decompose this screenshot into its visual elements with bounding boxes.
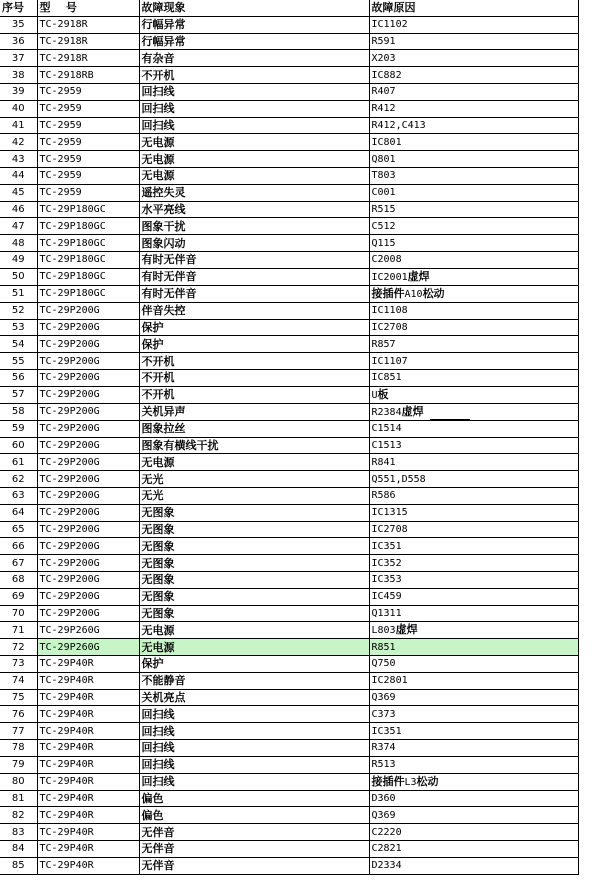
symptom-cell[interactable]: 无电源 [139, 639, 369, 656]
cause-part: R2384 [371, 406, 402, 418]
symptom-cell[interactable]: 水平亮线 [139, 201, 369, 218]
cause-note: 板 [377, 387, 389, 401]
cause-cell[interactable]: R857 [369, 336, 578, 353]
row-index-cell[interactable]: 80 [0, 773, 37, 790]
cause-cell[interactable] [369, 773, 578, 790]
symptom-cell[interactable]: 回扫线 [139, 756, 369, 773]
symptom-cell[interactable]: 偏色 [139, 807, 369, 824]
symptom-cell[interactable]: 无光 [139, 471, 369, 488]
symptom-cell[interactable]: 无电源 [139, 454, 369, 471]
cause-cell[interactable]: X203 [369, 50, 578, 67]
model-cell[interactable]: TC-29P180GC [37, 285, 139, 302]
table-row [0, 571, 578, 588]
cause-part: A10 [404, 288, 423, 300]
table-row [0, 285, 578, 302]
cause-cell[interactable]: Q369 [369, 807, 578, 824]
symptom-cell[interactable]: 行幅异常 [139, 33, 369, 50]
model-cell[interactable]: TC-2959 [37, 117, 139, 134]
cause-cell[interactable]: IC1108 [369, 302, 578, 319]
row-index-cell[interactable]: 36 [0, 33, 37, 50]
model-cell[interactable]: TC-29P200G [37, 555, 139, 572]
table-row [0, 689, 578, 706]
model-cell[interactable]: TC-29P40R [37, 807, 139, 824]
table-row [0, 706, 578, 723]
model-cell[interactable]: TC-29P40R [37, 723, 139, 740]
model-cell[interactable]: TC-29P200G [37, 369, 139, 386]
model-cell[interactable]: TC-29P200G [37, 471, 139, 488]
row-index-cell[interactable]: 43 [0, 151, 37, 168]
cause-part: U [371, 389, 378, 401]
row-index-cell[interactable]: 73 [0, 656, 37, 673]
model-cell[interactable]: TC-29P200G [37, 386, 139, 403]
header-model[interactable]: 型 号 [37, 0, 139, 16]
model-cell[interactable]: TC-29P40R [37, 773, 139, 790]
model-cell[interactable]: TC-2959 [37, 83, 139, 100]
table-row [0, 841, 578, 858]
cause-cell[interactable]: IC351 [369, 723, 578, 740]
symptom-cell[interactable]: 图象干扰 [139, 218, 369, 235]
cause-cell[interactable]: IC851 [369, 369, 578, 386]
model-cell[interactable]: TC-2959 [37, 184, 139, 201]
symptom-cell[interactable]: 无图象 [139, 588, 369, 605]
row-index-cell[interactable]: 60 [0, 437, 37, 454]
symptom-cell[interactable]: 回扫线 [139, 83, 369, 100]
table-row [0, 33, 578, 50]
cause-cell[interactable] [369, 285, 578, 302]
row-index-cell[interactable]: 42 [0, 134, 37, 151]
row-index-cell[interactable]: 40 [0, 100, 37, 117]
symptom-cell[interactable]: 无电源 [139, 151, 369, 168]
table-row [0, 790, 578, 807]
table-row [0, 639, 578, 656]
table-row [0, 504, 578, 521]
model-cell[interactable]: TC-29P180GC [37, 218, 139, 235]
cause-note: 松动 [416, 774, 439, 788]
blank-line [430, 409, 470, 420]
table-row [0, 622, 578, 639]
table-row [0, 386, 578, 403]
table-row [0, 268, 578, 285]
table-row [0, 151, 578, 168]
model-cell[interactable]: TC-29P200G [37, 403, 139, 420]
cause-cell[interactable]: IC2801 [369, 672, 578, 689]
row-index-cell[interactable]: 44 [0, 167, 37, 184]
table-row [0, 235, 578, 252]
table-row [0, 824, 578, 841]
table-row [0, 756, 578, 773]
cause-note: 松动 [422, 286, 445, 300]
model-cell[interactable]: TC-29P40R [37, 706, 139, 723]
table-row [0, 857, 578, 874]
cause-cell[interactable]: R515 [369, 201, 578, 218]
table-row [0, 487, 578, 504]
table-row [0, 773, 578, 790]
model-cell[interactable]: TC-29P200G [37, 336, 139, 353]
model-cell[interactable]: TC-29P40R [37, 656, 139, 673]
model-cell[interactable]: TC-29P200G [37, 588, 139, 605]
table-row [0, 201, 578, 218]
model-cell[interactable]: TC-29P180GC [37, 251, 139, 268]
cause-cell[interactable] [369, 622, 578, 639]
model-cell[interactable]: TC-29P200G [37, 571, 139, 588]
row-index-cell[interactable]: 81 [0, 790, 37, 807]
model-cell[interactable]: TC-29P40R [37, 689, 139, 706]
row-index-cell[interactable]: 72 [0, 639, 37, 656]
cause-cell[interactable]: R407 [369, 83, 578, 100]
cause-cell[interactable]: R374 [369, 740, 578, 757]
row-index-cell[interactable]: 75 [0, 689, 37, 706]
model-cell[interactable]: TC-29P260G [37, 639, 139, 656]
table-row [0, 319, 578, 336]
cause-cell[interactable]: Q750 [369, 656, 578, 673]
symptom-cell[interactable]: 保护 [139, 336, 369, 353]
row-index-cell[interactable]: 45 [0, 184, 37, 201]
cause-cell[interactable]: IC2708 [369, 521, 578, 538]
cause-cell[interactable]: C001 [369, 184, 578, 201]
row-index-cell[interactable]: 67 [0, 555, 37, 572]
symptom-cell[interactable]: 无图象 [139, 605, 369, 622]
symptom-cell[interactable]: 有时无伴音 [139, 285, 369, 302]
row-index-cell[interactable]: 49 [0, 251, 37, 268]
cause-cell[interactable]: IC1102 [369, 16, 578, 33]
cause-note: 接插件 [371, 774, 405, 788]
table-row [0, 134, 578, 151]
cause-cell[interactable]: IC2708 [369, 319, 578, 336]
cause-cell[interactable]: D360 [369, 790, 578, 807]
symptom-cell[interactable]: 有杂音 [139, 50, 369, 67]
cause-cell[interactable]: R591 [369, 33, 578, 50]
model-cell[interactable]: TC-29P200G [37, 420, 139, 437]
symptom-cell[interactable]: 行幅异常 [139, 16, 369, 33]
symptom-cell[interactable]: 不开机 [139, 67, 369, 84]
table-row [0, 807, 578, 824]
cause-cell[interactable] [369, 403, 578, 420]
model-cell[interactable]: TC-29P40R [37, 740, 139, 757]
symptom-cell[interactable]: 无伴音 [139, 857, 369, 874]
row-index-cell[interactable]: 61 [0, 454, 37, 471]
cause-cell[interactable]: R412,C413 [369, 117, 578, 134]
table-row [0, 538, 578, 555]
model-cell[interactable]: TC-29P200G [37, 538, 139, 555]
row-index-cell[interactable]: 39 [0, 83, 37, 100]
model-cell[interactable]: TC-2959 [37, 151, 139, 168]
model-cell[interactable]: TC-29P200G [37, 437, 139, 454]
row-index-cell[interactable]: 74 [0, 672, 37, 689]
symptom-cell[interactable]: 偏色 [139, 790, 369, 807]
table-row [0, 353, 578, 370]
row-index-cell[interactable]: 55 [0, 353, 37, 370]
table-row [0, 420, 578, 437]
cause-cell[interactable] [369, 386, 578, 403]
table-row [0, 218, 578, 235]
table-body [0, 16, 578, 874]
cause-cell[interactable]: R841 [369, 454, 578, 471]
symptom-cell[interactable]: 无伴音 [139, 841, 369, 858]
row-index-cell[interactable]: 71 [0, 622, 37, 639]
cause-cell[interactable]: C1514 [369, 420, 578, 437]
table-row [0, 336, 578, 353]
table-row [0, 471, 578, 488]
row-index-cell[interactable]: 65 [0, 521, 37, 538]
cause-cell[interactable]: C1513 [369, 437, 578, 454]
model-cell[interactable]: TC-29P180GC [37, 268, 139, 285]
cause-part: IC2001 [371, 271, 408, 283]
row-index-cell[interactable]: 53 [0, 319, 37, 336]
symptom-cell[interactable]: 无图象 [139, 555, 369, 572]
model-cell[interactable]: TC-29P40R [37, 790, 139, 807]
cause-cell[interactable]: C373 [369, 706, 578, 723]
table-row [0, 588, 578, 605]
model-cell[interactable]: TC-29P200G [37, 353, 139, 370]
cause-cell[interactable]: IC459 [369, 588, 578, 605]
model-cell[interactable]: TC-29P40R [37, 672, 139, 689]
symptom-cell[interactable]: 有时无伴音 [139, 251, 369, 268]
cause-cell[interactable]: C2008 [369, 251, 578, 268]
row-index-cell[interactable]: 57 [0, 386, 37, 403]
symptom-cell[interactable]: 无电源 [139, 134, 369, 151]
model-cell[interactable]: TC-29P180GC [37, 235, 139, 252]
symptom-cell[interactable]: 保护 [139, 656, 369, 673]
symptom-cell[interactable]: 图象闪动 [139, 235, 369, 252]
cause-note: 虚焊 [395, 623, 418, 637]
table-row [0, 117, 578, 134]
row-index-cell[interactable]: 70 [0, 605, 37, 622]
symptom-cell[interactable]: 图象拉丝 [139, 420, 369, 437]
symptom-cell[interactable]: 不能静音 [139, 672, 369, 689]
cause-cell[interactable]: T803 [369, 167, 578, 184]
row-index-cell[interactable]: 82 [0, 807, 37, 824]
table-row [0, 167, 578, 184]
table-row [0, 251, 578, 268]
row-index-cell[interactable]: 47 [0, 218, 37, 235]
cause-cell[interactable]: Q115 [369, 235, 578, 252]
table-row [0, 16, 578, 33]
row-index-cell[interactable]: 52 [0, 302, 37, 319]
table-row [0, 437, 578, 454]
row-index-cell[interactable]: 83 [0, 824, 37, 841]
model-cell[interactable]: TC-2918R [37, 33, 139, 50]
cause-cell[interactable]: R412 [369, 100, 578, 117]
symptom-cell[interactable]: 回扫线 [139, 100, 369, 117]
model-cell[interactable]: TC-29P40R [37, 824, 139, 841]
symptom-cell[interactable]: 无伴音 [139, 824, 369, 841]
cause-cell[interactable]: Q801 [369, 151, 578, 168]
model-cell[interactable]: TC-29P200G [37, 454, 139, 471]
row-index-cell[interactable]: 68 [0, 571, 37, 588]
row-index-cell[interactable]: 48 [0, 235, 37, 252]
cause-cell[interactable]: Q369 [369, 689, 578, 706]
cause-note: 虚焊 [401, 404, 424, 418]
cause-cell[interactable] [369, 268, 578, 285]
cause-cell[interactable]: IC351 [369, 538, 578, 555]
table-row [0, 50, 578, 67]
cause-note: 接插件 [371, 286, 405, 300]
row-index-cell[interactable]: 38 [0, 67, 37, 84]
table-row [0, 605, 578, 622]
row-index-cell[interactable]: 46 [0, 201, 37, 218]
cause-cell[interactable]: R586 [369, 487, 578, 504]
symptom-cell[interactable]: 关机异声 [139, 403, 369, 420]
symptom-cell[interactable]: 回扫线 [139, 117, 369, 134]
symptom-cell[interactable]: 回扫线 [139, 723, 369, 740]
model-cell[interactable]: TC-2959 [37, 100, 139, 117]
cause-cell[interactable]: C2821 [369, 841, 578, 858]
model-cell[interactable]: TC-29P200G [37, 504, 139, 521]
cause-cell[interactable]: D2334 [369, 857, 578, 874]
symptom-cell[interactable]: 保护 [139, 319, 369, 336]
model-cell[interactable]: TC-29P200G [37, 605, 139, 622]
table-row [0, 555, 578, 572]
cause-cell[interactable]: IC1315 [369, 504, 578, 521]
symptom-cell[interactable]: 回扫线 [139, 706, 369, 723]
header-row [0, 0, 578, 16]
model-cell[interactable]: TC-29P200G [37, 487, 139, 504]
symptom-cell[interactable]: 回扫线 [139, 740, 369, 757]
header-symptom[interactable]: 故障现象 [139, 0, 369, 16]
table-row [0, 672, 578, 689]
row-index-cell[interactable]: 62 [0, 471, 37, 488]
row-index-cell[interactable]: 51 [0, 285, 37, 302]
row-index-cell[interactable]: 64 [0, 504, 37, 521]
row-index-cell[interactable]: 66 [0, 538, 37, 555]
table-row [0, 656, 578, 673]
row-index-cell[interactable]: 50 [0, 268, 37, 285]
model-cell[interactable]: TC-29P200G [37, 521, 139, 538]
model-cell[interactable]: TC-2918RB [37, 67, 139, 84]
model-cell[interactable]: TC-29P200G [37, 302, 139, 319]
row-index-cell[interactable]: 56 [0, 369, 37, 386]
symptom-cell[interactable]: 不开机 [139, 353, 369, 370]
symptom-cell[interactable]: 回扫线 [139, 773, 369, 790]
model-cell[interactable]: TC-29P200G [37, 319, 139, 336]
cause-cell[interactable]: IC801 [369, 134, 578, 151]
table-row [0, 740, 578, 757]
symptom-cell[interactable]: 无图象 [139, 521, 369, 538]
row-index-cell[interactable]: 41 [0, 117, 37, 134]
table-row [0, 454, 578, 471]
symptom-cell[interactable]: 关机亮点 [139, 689, 369, 706]
model-cell[interactable]: TC-29P180GC [37, 201, 139, 218]
row-index-cell[interactable]: 76 [0, 706, 37, 723]
header-cause[interactable]: 故障原因 [369, 0, 578, 16]
cause-cell[interactable]: C512 [369, 218, 578, 235]
row-index-cell[interactable]: 85 [0, 857, 37, 874]
cause-cell[interactable]: R851 [369, 639, 578, 656]
row-index-cell[interactable]: 59 [0, 420, 37, 437]
table-row [0, 83, 578, 100]
symptom-cell[interactable]: 不开机 [139, 369, 369, 386]
row-index-cell[interactable]: 37 [0, 50, 37, 67]
cause-cell[interactable]: IC352 [369, 555, 578, 572]
cause-cell[interactable]: R513 [369, 756, 578, 773]
table-row [0, 521, 578, 538]
symptom-cell[interactable]: 无图象 [139, 504, 369, 521]
symptom-cell[interactable]: 不开机 [139, 386, 369, 403]
row-index-cell[interactable]: 35 [0, 16, 37, 33]
model-cell[interactable]: TC-29P40R [37, 756, 139, 773]
row-index-cell[interactable]: 78 [0, 740, 37, 757]
symptom-cell[interactable]: 遥控失灵 [139, 184, 369, 201]
table-row [0, 369, 578, 386]
symptom-cell[interactable]: 伴音失控 [139, 302, 369, 319]
cause-cell[interactable]: IC882 [369, 67, 578, 84]
model-cell[interactable]: TC-2959 [37, 134, 139, 151]
symptom-cell[interactable]: 无电源 [139, 622, 369, 639]
table-row [0, 100, 578, 117]
cause-note: 虚焊 [407, 269, 430, 283]
cause-cell[interactable]: Q551,D558 [369, 471, 578, 488]
model-cell[interactable]: TC-2918R [37, 50, 139, 67]
row-index-cell[interactable]: 77 [0, 723, 37, 740]
symptom-cell[interactable]: 无光 [139, 487, 369, 504]
row-index-cell[interactable]: 84 [0, 841, 37, 858]
table-row [0, 302, 578, 319]
cause-part: L3 [404, 776, 417, 788]
row-index-cell[interactable]: 54 [0, 336, 37, 353]
row-index-cell[interactable]: 79 [0, 756, 37, 773]
symptom-cell[interactable]: 图象有横线干扰 [139, 437, 369, 454]
cause-cell[interactable]: C2220 [369, 824, 578, 841]
symptom-cell[interactable]: 有时无伴音 [139, 268, 369, 285]
row-index-cell[interactable]: 69 [0, 588, 37, 605]
cause-cell[interactable]: IC1107 [369, 353, 578, 370]
cause-cell[interactable]: Q1311 [369, 605, 578, 622]
table-row [0, 723, 578, 740]
symptom-cell[interactable]: 无电源 [139, 167, 369, 184]
model-cell[interactable]: TC-29P260G [37, 622, 139, 639]
row-index-cell[interactable]: 58 [0, 403, 37, 420]
cause-cell[interactable]: IC353 [369, 571, 578, 588]
table-row [0, 184, 578, 201]
cause-part: L803 [371, 625, 396, 637]
model-cell[interactable]: TC-2959 [37, 167, 139, 184]
table-row [0, 403, 578, 420]
symptom-cell[interactable]: 无图象 [139, 571, 369, 588]
model-cell[interactable]: TC-2918R [37, 16, 139, 33]
symptom-cell[interactable]: 无图象 [139, 538, 369, 555]
table-row [0, 67, 578, 84]
header-index[interactable]: 序号 [0, 0, 37, 16]
row-index-cell[interactable]: 63 [0, 487, 37, 504]
model-cell[interactable]: TC-29P40R [37, 857, 139, 874]
model-cell[interactable]: TC-29P40R [37, 841, 139, 858]
